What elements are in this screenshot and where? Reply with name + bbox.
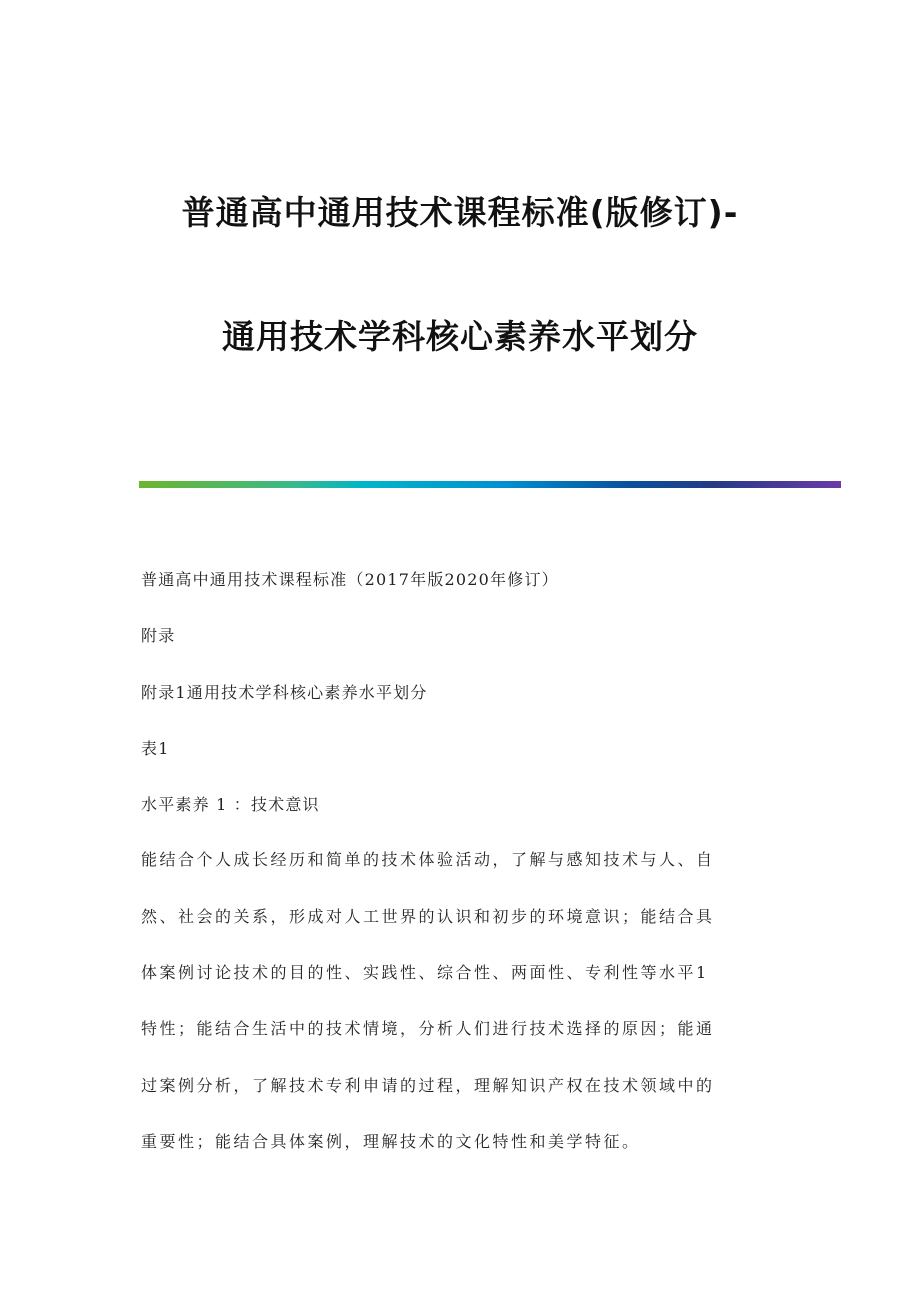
standard-heading: 普通高中通用技术课程标准（2017年版2020年修订） bbox=[141, 570, 559, 589]
document-title-line-2: 通用技术学科核心素养水平划分 bbox=[222, 317, 698, 356]
paragraph-line: 重要性；能结合具体案例，理解技术的文化特性和美学特征。 bbox=[141, 1132, 641, 1151]
paragraph-line: 特性；能结合生活中的技术情境，分析人们进行技术选择的原因；能通 bbox=[141, 1019, 715, 1038]
document-title-line-1: 普通高中通用技术课程标准(版修订)- bbox=[181, 193, 739, 232]
appendix-1-heading: 附录1通用技术学科核心素养水平划分 bbox=[141, 683, 428, 702]
paragraph-line: 体案例讨论技术的目的性、实践性、综合性、两面性、专利性等水平1 bbox=[141, 963, 709, 982]
gradient-divider bbox=[139, 481, 841, 488]
paragraph-line: 然、社会的关系，形成对人工世界的认识和初步的环境意识；能结合具 bbox=[141, 907, 715, 926]
paragraph-line: 过案例分析，了解技术专利申请的过程，理解知识产权在技术领域中的 bbox=[141, 1076, 715, 1095]
appendix-label: 附录 bbox=[141, 626, 176, 645]
level-literacy-heading: 水平素养 1 ：技术意识 bbox=[141, 795, 320, 814]
table-label: 表1 bbox=[141, 739, 170, 758]
paragraph-line: 能结合个人成长经历和简单的技术体验活动，了解与感知技术与人、自 bbox=[141, 850, 715, 869]
